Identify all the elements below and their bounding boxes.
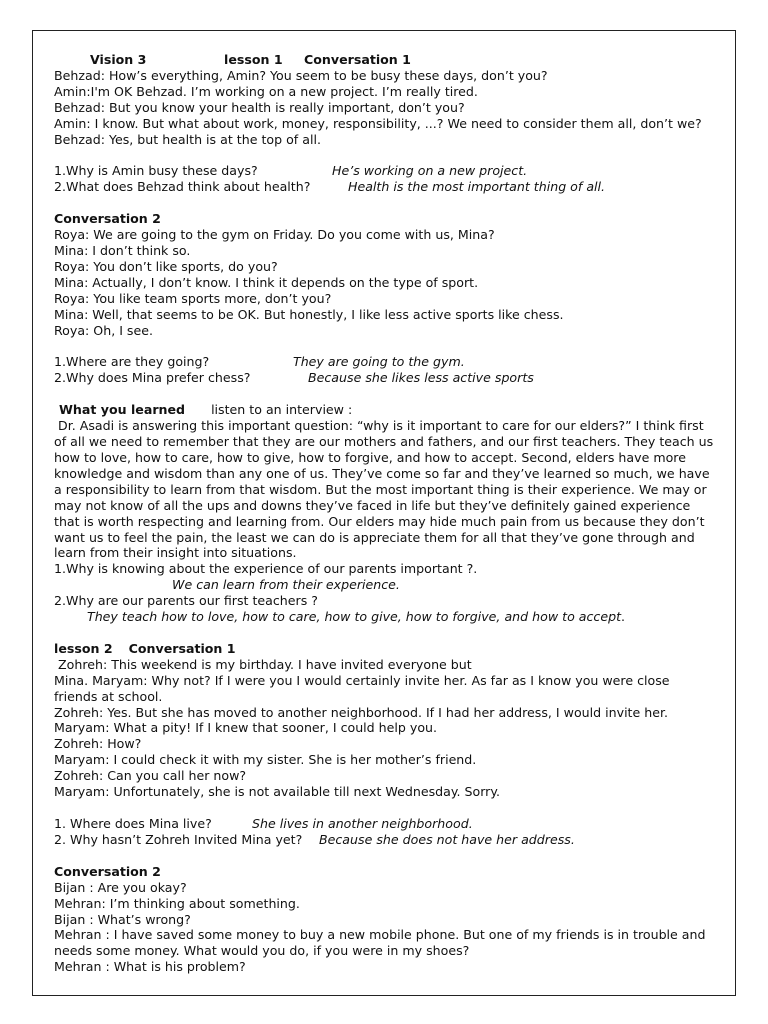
question-answer <box>54 163 718 179</box>
dialogue-line: Mehran : I have saved some money to buy a new mobile phone. But one of my friends is in trouble and <box>54 927 706 943</box>
question-answer <box>54 179 718 195</box>
dialogue-line: Bijan : Are you okay? <box>54 879 187 895</box>
what-you-learned-header <box>54 402 718 418</box>
worksheet <box>54 52 718 975</box>
answer-line <box>54 609 718 625</box>
dialogue-line: Behzad: Yes, but health is at the top of all. <box>54 131 321 147</box>
book-title: Vision 3 <box>90 52 147 67</box>
dialogue-line: Mina. Maryam: Why not? If I were you I would certainly invite her. As far as I know you were close <box>54 672 670 688</box>
dialogue-line: Roya: We are going to the gym on Friday. Do you come with us, Mina? <box>54 227 495 243</box>
dialogue-line: Zohreh: Can you call her now? <box>54 768 247 784</box>
dialogue-line: Zohreh: Yes. But she has moved to another neighborhood. If I had her address, I would invite her. <box>54 704 669 720</box>
dialogue-line: Mehran : What is his problem? <box>54 959 246 975</box>
dialogue-line: Amin:I'm OK Behzad. I’m working on a new project. I’m really tired. <box>54 83 478 99</box>
lesson1-title: lesson 1 <box>224 52 283 67</box>
answer: Because she does not have her address. <box>319 831 575 847</box>
dialogue-line: Mina: Actually, I don’t know. I think it depends on the type of sport. <box>54 274 479 290</box>
dialogue-line: Roya: You don’t like sports, do you? <box>54 258 278 274</box>
dialogue-line: Mina: Well, that seems to be OK. But honestly, I like less active sports like chess. <box>54 306 564 322</box>
dialogue-line: Behzad: But you know your health is really important, don’t you? <box>54 99 465 115</box>
dialogue-line: Zohreh: How? <box>54 736 142 752</box>
question: 1.Why is knowing about the experience of our parents important ?. <box>54 561 478 577</box>
question-answer <box>54 832 718 848</box>
question-answer <box>54 816 718 832</box>
what-you-learned-subtitle: listen to an interview : <box>211 402 353 418</box>
dialogue-line: Amin: I know. But what about work, money, responsibility, ...? We need to consider them all, don’t we? <box>54 115 702 131</box>
answer: He’s working on a new project. <box>332 163 528 179</box>
dialogue-line: Bijan : What’s wrong? <box>54 911 191 927</box>
dialogue-line: Maryam: What a pity! If I knew that sooner, I could help you. <box>54 720 438 736</box>
lesson2-conversation1-title: Conversation 1 <box>128 640 236 656</box>
dialogue-line: Maryam: Unfortunately, she is not available till next Wednesday. Sorry. <box>54 784 501 800</box>
question: 1. Where does Mina live? <box>54 816 212 831</box>
lesson2-title: lesson 2 <box>54 640 113 656</box>
answer: They are going to the gym. <box>293 354 465 370</box>
section-heading: Conversation 2 <box>54 863 161 879</box>
answer: Health is the most important thing of all. <box>348 179 606 195</box>
dialogue-line: Mehran: I’m thinking about something. <box>54 895 300 911</box>
question-answer <box>54 370 718 386</box>
question: 2.Why are our parents our first teachers ? <box>54 593 318 609</box>
dialogue-line: Zohreh: This weekend is my birthday. I have invited everyone but <box>58 656 472 672</box>
lesson2-header <box>54 641 718 657</box>
question: 2.What does Behzad think about health? <box>54 179 311 195</box>
question: 1.Where are they going? <box>54 354 210 370</box>
interview-paragraph: Dr. Asadi is answering this important question: “why is it important to care for our elders?” I think first of all we need to remember that they are our mothers and fathers, and our first teachers. They teach us how to love, how to care, how to give, how to forgive, and how to accept. Second, elders have more knowledge and wisdom than any one of us. They’ve come so far and they’ve learned so much, we have a responsibility to learn from that wisdom. But the most important thing is their experience. We may or may not know of all the ups and downs they’ve faced in life but they’ve definitely gained experience that is worth respecting and learning from. Our elders may hide much pain from us because they don’t want us to feel the pain, the least we can do is appreciate them for all that they’ve gone through and learn from their insight into situations. <box>54 418 714 561</box>
answer: They teach how to love, how to care, how to give, how to forgive, and how to accept <box>87 609 622 625</box>
answer-period: . <box>621 609 626 625</box>
answer: We can learn from their experience. <box>172 577 400 593</box>
dialogue-line: needs some money. What would you do, if you were in my shoes? <box>54 943 470 959</box>
dialogue-line: Roya: You like team sports more, don’t you? <box>54 290 332 306</box>
question-answer <box>54 354 718 370</box>
dialogue-line: friends at school. <box>54 688 163 704</box>
lesson1-header <box>54 52 718 68</box>
lesson1-conversation1-title: Conversation 1 <box>304 52 411 67</box>
dialogue-line: Maryam: I could check it with my sister. She is her mother’s friend. <box>54 752 477 768</box>
question: 2. Why hasn’t Zohreh Invited Mina yet? <box>54 831 303 847</box>
question: 2.Why does Mina prefer chess? <box>54 370 251 386</box>
question: 1.Why is Amin busy these days? <box>54 163 258 179</box>
dialogue-line: Roya: Oh, I see. <box>54 322 153 338</box>
what-you-learned-title: What you learned <box>59 402 186 418</box>
answer: Because she likes less active sports <box>308 370 534 386</box>
dialogue-line: Mina: I don’t think so. <box>54 243 191 259</box>
dialogue-line: Behzad: How’s everything, Amin? You seem to be busy these days, don’t you? <box>54 67 548 83</box>
section-heading: Conversation 2 <box>54 211 161 227</box>
answer: She lives in another neighborhood. <box>252 816 473 831</box>
